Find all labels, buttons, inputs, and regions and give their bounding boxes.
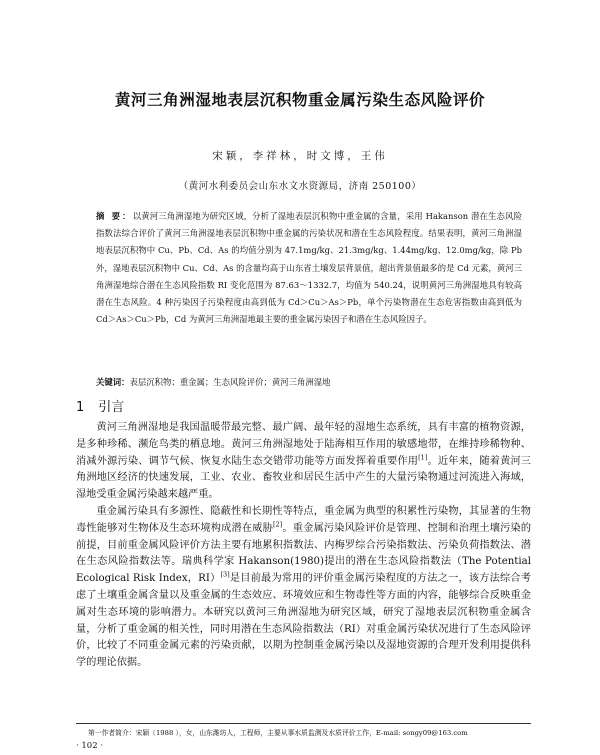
paragraph-text: 重金属污染具有多源性、隐蔽性和长期性等特点，重金属为典型的积累性污染物，其显著的生物毒性能够对生物体及生态环境构成潜在威胁 [76,505,531,534]
paragraph-text: 。近年来，随着黄河三角洲地区经济的快速发展，工业、农业、畜牧业和居民生活中产生的大量污染物通过河流进入海域，湿地受重金属污染越来越严重。 [76,455,531,501]
author-list: 宋颖，李祥林，时文博，王伟 [212,150,388,162]
keywords-text: 表层沉积物；重金属；生态风险评价；黄河三角洲湿地 [129,377,331,387]
citation-ref: [3] [220,570,230,579]
keywords [96,376,522,388]
abstract [96,208,522,328]
paragraph [76,504,531,672]
paragraph [76,420,531,504]
citation-ref: [1] [418,453,428,462]
paper-title: 黄河三角洲湿地表层沉积物重金属污染生态风险评价 [114,91,486,109]
paragraph-text: 。重金属污染风险评价是管理、控制和治理土壤污染的前提，目前重金属风险评价方法主要有地累积指数法、内梅罗综合污染指数法、污染负荷指数法、潜在生态风险指数法等。瑞典科学家 Hakanson(1980)提出的潜在生态风险指数法（The Potential Ecological Risk Index，RI） [76,522,532,585]
body-text [76,420,531,672]
page-number: · 102 · [76,741,104,751]
paragraph-text: 黄河三角洲湿地是我国温暖带最完整、最广阔、最年轻的湿地生态系统，具有丰富的植物资源，是多种珍稀、濒危鸟类的栖息地。黄河三角洲湿地处于陆海相互作用的敏感地带，在维持珍稀物种、消减外源污染、调节气候、恢复水陆生态交错带功能等方面发挥着重要作用 [76,422,531,467]
keywords-label: 关键词： [96,377,130,387]
section-heading [76,396,124,415]
abstract-text: 以黄河三角洲湿地为研究区域，分析了湿地表层沉积物中重金属的含量，采用 Hakanson 潜在生态风险指数法综合评价了黄河三角洲湿地表层沉积物中重金属的污染状况和潜在生态风险程度。结果表明，黄河三角洲湿地表层沉积物中 Cu、Pb、Cd、As 的均值分别为 47.1mg/kg、21.3mg/kg、1.44mg/kg、12.0mg/kg，除 Pb 外，湿地表层沉积物中 Cu、Cd、As 的含量均高于山东省土壤发层背景值，超出背景值最多的是 Cd 元素，黄河三角洲湿地综合潜在生态风险指数 RI 变化范围为 87.63～1332.7，均值为 540.24，说明黄河三角洲湿地具有较高潜在生态风险。4 种污染因子污染程度由高到低为 Cd＞Cu＞As＞Pb，单个污染物潜在生态危害指数由高到低为 Cd＞As＞Cu＞Pb，Cd 为黄河三角洲湿地最主要的重金属污染因子和潜在生态风险因子。 [96,211,522,325]
footnote-divider [76,723,531,724]
section-title: 引言 [98,400,125,415]
paragraph-text: 是目前最为常用的评价重金属污染程度的方法之一，该方法综合考虑了土壤重金属含量以及重金属的生态效应、环境效应和生物毒性等方面的内容，能够综合反映重金属对生态环境的影响潜力。本研究以黄河三角洲湿地为研究区域，研究了湿地表层沉积物重金属含量，分析了重金属的相关性，同时用潜在生态风险指数法（RI）对重金属污染状况进行了生态风险评价，比较了不同重金属元素的污染贡献，以期为控制重金属污染以及湿地资源的合理开发利用提供科学的理论依据。 [76,573,531,669]
citation-ref: [2] [272,520,283,529]
abstract-label: 摘 要： [96,211,133,221]
author-footnote: 第一作者简介：宋颖（1988 ），女，山东潍坊人，工程师，主要从事水质监测及水质评价工作，E-mail: songy09@163.com [88,729,468,737]
section-number: 1 [76,400,85,415]
author-affiliation: （黄河水利委员会山东水文水资源局，济南 250100） [178,181,422,192]
